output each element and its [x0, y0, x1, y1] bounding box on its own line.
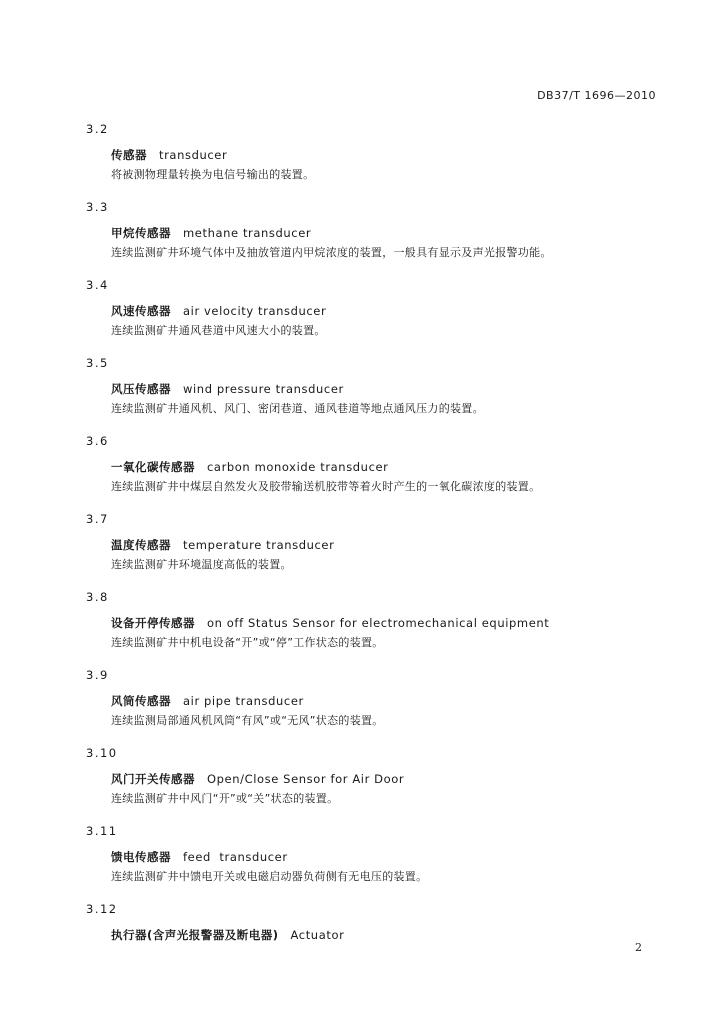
- term-definition: 连续监测矿井通风机、风门、密闭巷道、通风巷道等地点通风压力的装置。: [111, 402, 484, 415]
- term-definition: 连续监测局部通风机风筒“有风”或“无风”状态的装置。: [111, 714, 384, 727]
- term-definition: 连续监测矿井通风巷道中风速大小的装置。: [111, 324, 326, 337]
- term-heading: [111, 303, 666, 319]
- clause-number: 3.6: [86, 434, 109, 448]
- clause-number: 3.5: [86, 356, 109, 370]
- term-definition: 将被测物理量转换为电信号输出的装置。: [111, 168, 315, 181]
- term-chinese: 风速传感器: [111, 304, 171, 318]
- clause-number: 3.11: [86, 824, 118, 838]
- clause-number: 3.7: [86, 512, 109, 526]
- term-entry: [86, 355, 666, 433]
- term-heading: [111, 615, 666, 631]
- term-entry: [86, 745, 666, 823]
- term-heading: [111, 771, 666, 787]
- term-entry: [86, 667, 666, 745]
- term-chinese: 甲烷传感器: [111, 226, 171, 240]
- term-definition: 连续监测矿井中风门“开”或“关”状态的装置。: [111, 792, 339, 805]
- term-chinese: 风压传感器: [111, 382, 171, 396]
- term-chinese: 温度传感器: [111, 538, 171, 552]
- term-heading: [111, 381, 666, 397]
- term-heading: [111, 147, 666, 163]
- term-english: feed transducer: [183, 850, 288, 864]
- term-entry: [86, 901, 666, 943]
- term-english: air pipe transducer: [183, 694, 304, 708]
- document-code: DB37/T 1696—2010: [537, 89, 656, 102]
- term-entry: [86, 511, 666, 589]
- term-entry: [86, 277, 666, 355]
- clause-number: 3.4: [86, 278, 109, 292]
- term-chinese: 风门开关传感器: [111, 772, 195, 786]
- term-entry: [86, 823, 666, 901]
- term-definition: 连续监测矿井环境气体中及抽放管道内甲烷浓度的装置，一般具有显示及声光报警功能。: [111, 246, 552, 259]
- term-chinese: 设备开停传感器: [111, 616, 195, 630]
- term-entry: [86, 589, 666, 667]
- terms-list: [86, 121, 666, 943]
- term-english: Actuator: [290, 928, 345, 942]
- term-english: methane transducer: [183, 226, 312, 240]
- term-english: wind pressure transducer: [183, 382, 344, 396]
- term-english: carbon monoxide transducer: [207, 460, 389, 474]
- term-definition: 连续监测矿井中煤层自然发火及胶带输送机胶带等着火时产生的一氧化碳浓度的装置。: [111, 480, 541, 493]
- term-chinese: 风筒传感器: [111, 694, 171, 708]
- term-heading: [111, 225, 666, 241]
- term-definition: 连续监测矿井环境温度高低的装置。: [111, 558, 292, 571]
- clause-number: 3.8: [86, 590, 109, 604]
- term-chinese: 一氧化碳传感器: [111, 460, 195, 474]
- term-heading: [111, 537, 666, 553]
- clause-number: 3.9: [86, 668, 109, 682]
- term-chinese: 执行器(含声光报警器及断电器): [111, 928, 279, 942]
- term-entry: [86, 199, 666, 277]
- term-chinese: 馈电传感器: [111, 850, 171, 864]
- term-english: air velocity transducer: [183, 304, 327, 318]
- term-heading: [111, 927, 666, 943]
- term-entry: [86, 433, 666, 511]
- clause-number: 3.2: [86, 122, 109, 136]
- term-english: Open/Close Sensor for Air Door: [207, 772, 405, 786]
- page-number: 2: [635, 941, 642, 954]
- clause-number: 3.12: [86, 902, 118, 916]
- term-english: temperature transducer: [183, 538, 335, 552]
- clause-number: 3.3: [86, 200, 109, 214]
- term-chinese: 传感器: [111, 148, 147, 162]
- term-entry: [86, 121, 666, 199]
- term-heading: [111, 459, 666, 475]
- term-heading: [111, 693, 666, 709]
- clause-number: 3.10: [86, 746, 118, 760]
- term-english: on off Status Sensor for electromechanical equipment: [207, 616, 550, 630]
- term-heading: [111, 849, 666, 865]
- term-english: transducer: [159, 148, 228, 162]
- term-definition: 连续监测矿井中馈电开关或电磁启动器负荷侧有无电压的装置。: [111, 870, 428, 883]
- term-definition: 连续监测矿井中机电设备“开”或“停”工作状态的装置。: [111, 636, 384, 649]
